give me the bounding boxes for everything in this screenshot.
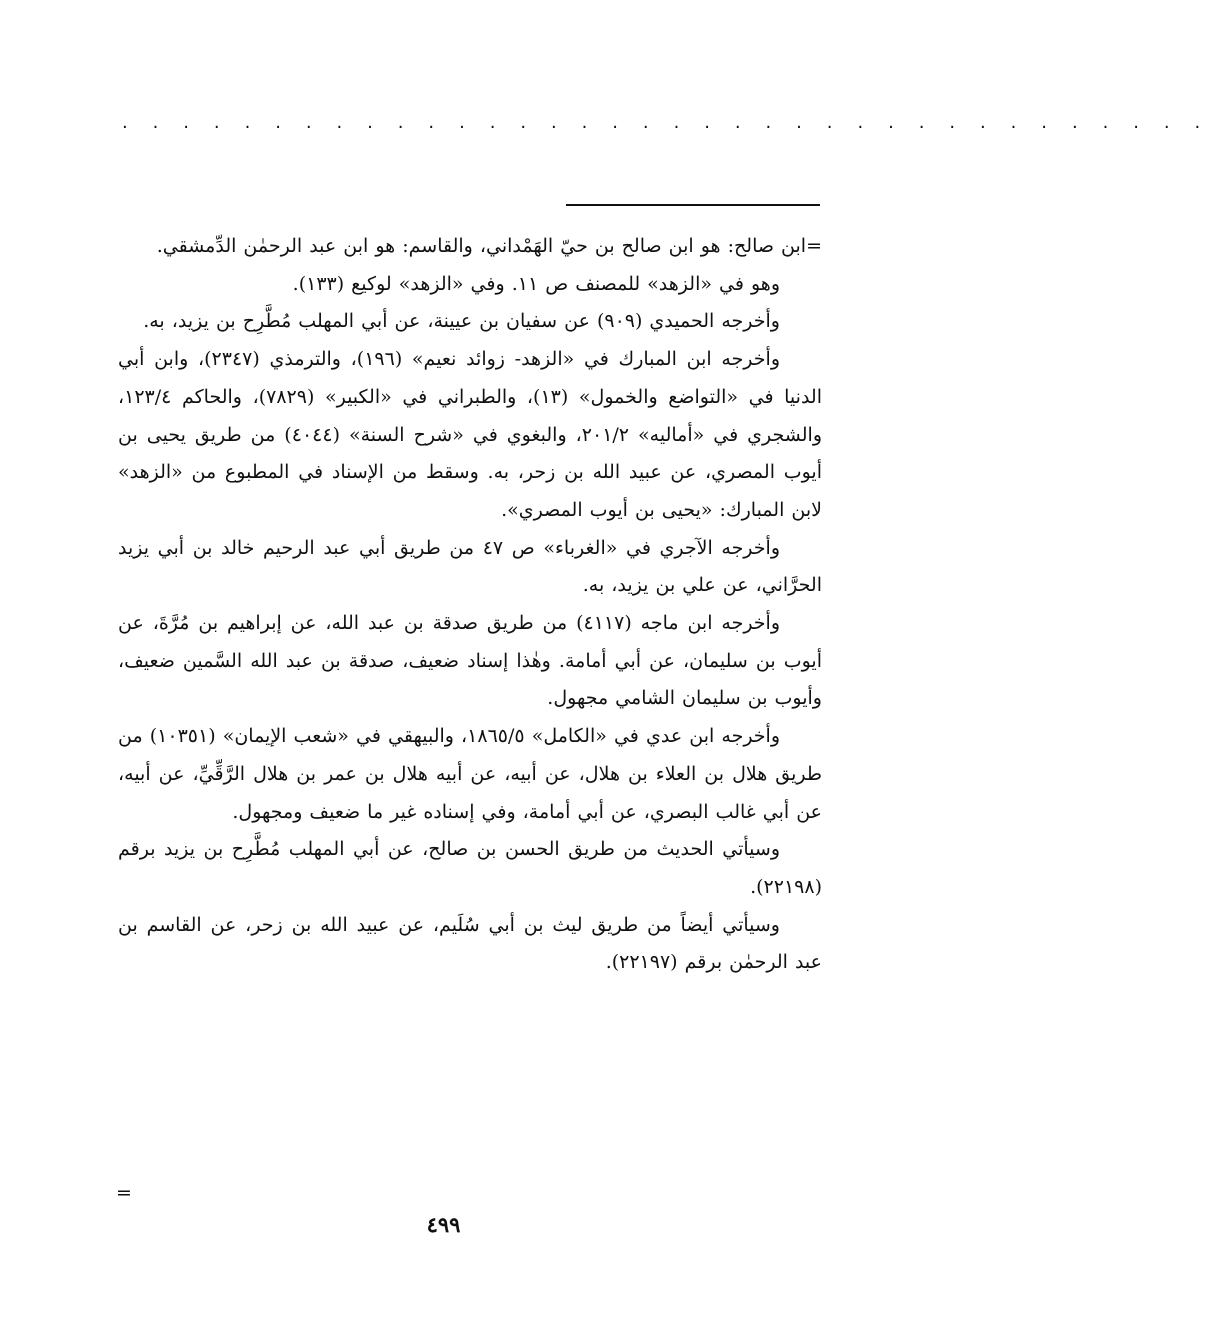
continuation-mark: = <box>116 1182 132 1204</box>
footnote-paragraph-8: وسيأتي الحديث من طريق الحسن بن صالح، عن أبي المهلب مُطَّرِح بن يزيد برقم (٢٢١٩٨). <box>118 838 822 898</box>
footnote-paragraph-9: وسيأتي أيضاً من طريق ليث بن أبي سُلَيم، عن عبيد الله بن زحر، عن القاسم بن عبد الرحمٰن برقم (٢٢١٩٧). <box>118 913 822 974</box>
footnote-paragraph-2: وهو في «الزهد» للمصنف ص ١١. وفي «الزهد» لوكيع (١٣٣). <box>292 272 780 295</box>
footnote-paragraph-3: وأخرجه الحميدي (٩٠٩) عن سفيان بن عيينة، عن أبي المهلب مُطَّرِح بن يزيد، به. <box>143 310 780 333</box>
footnotes <box>118 228 822 982</box>
footnote-paragraph-7: وأخرجه ابن عدي في «الكامل» ١٨٦٥/٥، والبيهقي في «شعب الإيمان» (١٠٣٥١) من طريق هلال بن العلاء بن هلال، عن أبيه، عن أبيه هلال بن عمر بن هلال الرَّقِّيِّ، عن أبيه، عن أبي غالب البصري، عن أبي أمامة، وفي إسناده غير ما ضعيف ومجهول. <box>118 725 822 823</box>
footnote-paragraph-1: =ابن صالح: هو ابن صالح بن حيّ الهَمْداني، والقاسم: هو ابن عبد الرحمٰن الدِّمشقي. <box>156 235 822 257</box>
footnote-paragraph-4: وأخرجه ابن المبارك في «الزهد- زوائد نعيم» (١٩٦)، والترمذي (٢٣٤٧)، وابن أبي الدنيا في «التواضع والخمول» (١٣)، والطبراني في «الكبير» (٧٨٢٩)، والحاكم ١٢٣/٤، والشجري في «أماليه» ٢٠١/٢، والبغوي في «شرح السنة» (٤٠٤٤) من طريق يحيى بن أيوب المصري، عن عبيد الله بن زحر، به. وسقط من الإسناد في المطبوع من «الزهد» لابن المبارك: «يحيى بن أيوب المصري». <box>118 348 822 521</box>
page-number: ٤٩٩ <box>426 1212 461 1237</box>
footnote-paragraph-5: وأخرجه الآجري في «الغرباء» ص ٤٧ من طريق أبي عبد الرحيم خالد بن أبي يزيد الحرَّاني، عن علي بن يزيد، به. <box>118 536 822 597</box>
separator-dots: . . . . . . . . . . . . . . . . . . . . . . . . . . . . . . . . . . . . <box>122 112 1210 133</box>
footnote-rule <box>566 204 820 206</box>
footnote-paragraph-6: وأخرجه ابن ماجه (٤١١٧) من طريق صدقة بن عبد الله، عن إبراهيم بن مُرَّةَ، عن أيوب بن سليمان، عن أبي أمامة. وهٰذا إسناد ضعيف، صدقة بن عبد الله السَّمين ضعيف، وأيوب بن سليمان الشامي مجهول. <box>118 612 822 710</box>
